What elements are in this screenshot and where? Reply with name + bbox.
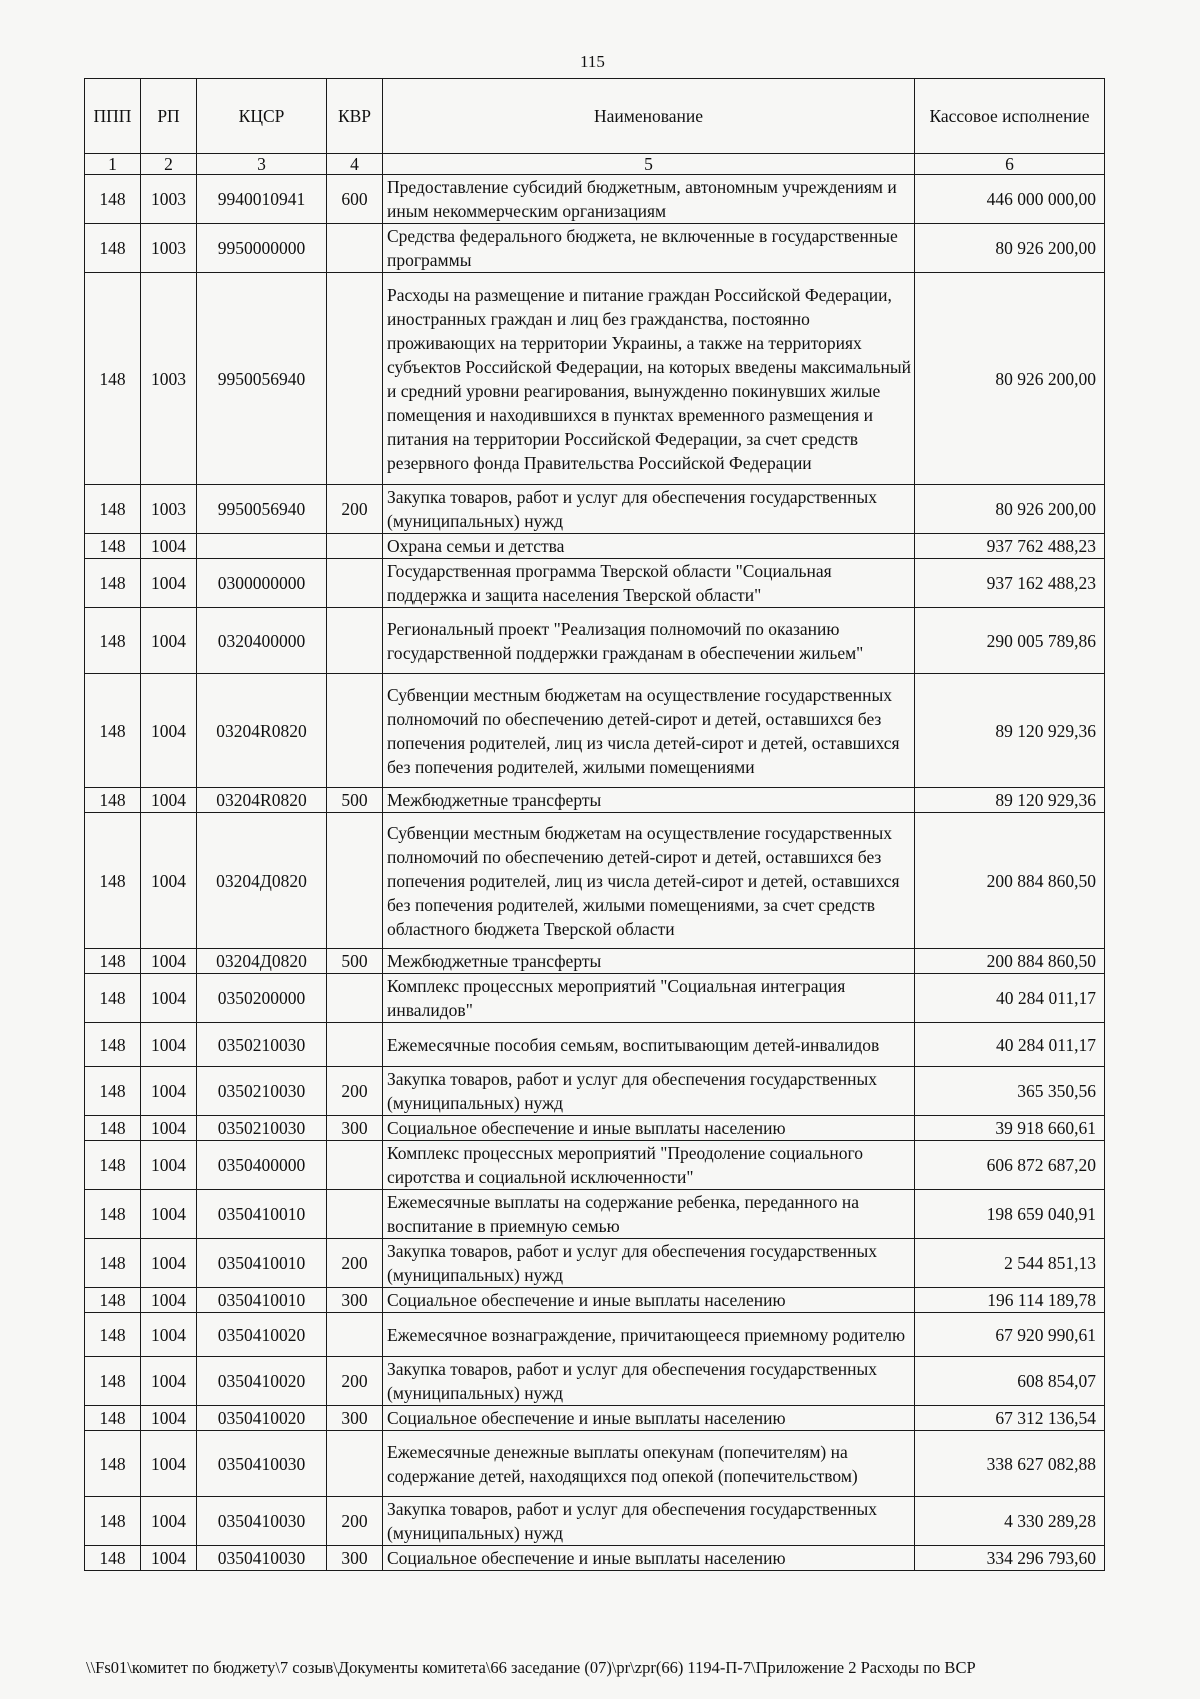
cell-kvr: 300	[327, 1116, 383, 1141]
cell-rp: 1004	[141, 813, 197, 949]
cell-ppp: 148	[85, 534, 141, 559]
cell-kcsr: 0350410010	[197, 1239, 327, 1288]
column-number: 1	[85, 154, 141, 175]
cell-amount: 446 000 000,00	[915, 175, 1105, 224]
cell-kvr: 500	[327, 788, 383, 813]
table-row	[85, 1288, 1105, 1313]
cell-kcsr: 9940010941	[197, 175, 327, 224]
cell-rp: 1004	[141, 1313, 197, 1357]
cell-ppp: 148	[85, 1546, 141, 1571]
cell-name: Закупка товаров, работ и услуг для обеспечения государственных (муниципальных) нужд	[383, 1357, 915, 1406]
cell-kcsr: 0350200000	[197, 974, 327, 1023]
cell-kcsr: 03204Д0820	[197, 813, 327, 949]
cell-kcsr: 9950056940	[197, 485, 327, 534]
cell-amount: 196 114 189,78	[915, 1288, 1105, 1313]
cell-name: Межбюджетные трансферты	[383, 949, 915, 974]
cell-rp: 1003	[141, 273, 197, 485]
cell-kvr	[327, 1141, 383, 1190]
cell-amount: 89 120 929,36	[915, 788, 1105, 813]
cell-amount: 198 659 040,91	[915, 1190, 1105, 1239]
cell-amount: 80 926 200,00	[915, 273, 1105, 485]
header-amount: Кассовое исполнение	[915, 79, 1105, 154]
footer-file-path: \\Fs01\комитет по бюджету\7 созыв\Документы комитета\66 заседание (07)\pr\zpr(66) 1194-П-7\Приложение 2 Расходы по ВСР	[86, 1658, 976, 1677]
cell-kcsr: 0320400000	[197, 608, 327, 674]
cell-rp: 1004	[141, 949, 197, 974]
cell-kvr	[327, 974, 383, 1023]
table-row	[85, 1546, 1105, 1571]
cell-kvr: 200	[327, 1497, 383, 1546]
cell-amount: 67 312 136,54	[915, 1406, 1105, 1431]
cell-rp: 1004	[141, 1406, 197, 1431]
cell-rp: 1003	[141, 175, 197, 224]
cell-ppp: 148	[85, 485, 141, 534]
column-number: 6	[915, 154, 1105, 175]
table-row	[85, 175, 1105, 224]
table-row	[85, 559, 1105, 608]
cell-rp: 1004	[141, 974, 197, 1023]
cell-kvr	[327, 1190, 383, 1239]
cell-kvr	[327, 1313, 383, 1357]
table-row	[85, 813, 1105, 949]
cell-kcsr: 0350210030	[197, 1067, 327, 1116]
cell-kvr: 300	[327, 1406, 383, 1431]
cell-name: Закупка товаров, работ и услуг для обеспечения государственных (муниципальных) нужд	[383, 1497, 915, 1546]
cell-rp: 1004	[141, 1546, 197, 1571]
cell-kcsr: 0350210030	[197, 1116, 327, 1141]
cell-amount: 338 627 082,88	[915, 1431, 1105, 1497]
cell-ppp: 148	[85, 974, 141, 1023]
cell-name: Охрана семьи и детства	[383, 534, 915, 559]
cell-rp: 1004	[141, 1431, 197, 1497]
cell-ppp: 148	[85, 674, 141, 788]
table-row	[85, 224, 1105, 273]
column-number: 3	[197, 154, 327, 175]
cell-amount: 200 884 860,50	[915, 949, 1105, 974]
cell-kcsr: 9950056940	[197, 273, 327, 485]
table-row	[85, 1116, 1105, 1141]
cell-kvr: 200	[327, 1357, 383, 1406]
cell-ppp: 148	[85, 1141, 141, 1190]
table-row	[85, 1357, 1105, 1406]
cell-kvr: 200	[327, 485, 383, 534]
cell-name: Ежемесячные денежные выплаты опекунам (попечителям) на содержание детей, находящихся под опекой (попечительством)	[383, 1431, 915, 1497]
cell-amount: 4 330 289,28	[915, 1497, 1105, 1546]
cell-name: Социальное обеспечение и иные выплаты населению	[383, 1406, 915, 1431]
cell-rp: 1004	[141, 1288, 197, 1313]
column-number: 5	[383, 154, 915, 175]
cell-kcsr: 0350410010	[197, 1190, 327, 1239]
cell-kvr	[327, 674, 383, 788]
cell-ppp: 148	[85, 1497, 141, 1546]
column-number: 2	[141, 154, 197, 175]
cell-kvr: 200	[327, 1239, 383, 1288]
cell-kvr: 200	[327, 1067, 383, 1116]
budget-table	[84, 78, 1105, 1571]
table-row	[85, 1406, 1105, 1431]
cell-kvr	[327, 273, 383, 485]
cell-rp: 1004	[141, 1239, 197, 1288]
cell-amount: 608 854,07	[915, 1357, 1105, 1406]
cell-ppp: 148	[85, 175, 141, 224]
cell-rp: 1004	[141, 1497, 197, 1546]
cell-rp: 1004	[141, 559, 197, 608]
cell-kvr: 300	[327, 1546, 383, 1571]
cell-amount: 200 884 860,50	[915, 813, 1105, 949]
cell-name: Государственная программа Тверской области "Социальная поддержка и защита населения Тверской области"	[383, 559, 915, 608]
header-rp: РП	[141, 79, 197, 154]
cell-name: Расходы на размещение и питание граждан Российской Федерации, иностранных граждан и лиц без гражданства, постоянно проживающих на территории Украины, а также на территориях субъектов Российской Федерации, на которых введены максимальный и средний уровни реагирования, вынужденно покинувших жилые помещения и находившихся в пунктах временного размещения и питания на территории Российской Федерации, за счет средств резервного фонда Правительства Российской Федерации	[383, 273, 915, 485]
cell-name: Социальное обеспечение и иные выплаты населению	[383, 1116, 915, 1141]
cell-rp: 1004	[141, 1141, 197, 1190]
cell-kcsr: 0350410010	[197, 1288, 327, 1313]
cell-name: Субвенции местным бюджетам на осуществление государственных полномочий по обеспечению детей-сирот и детей, оставшихся без попечения родителей, лиц из числа детей-сирот и детей, оставшихся без попечения родителей, жилыми помещениями, за счет средств областного бюджета Тверской области	[383, 813, 915, 949]
cell-kcsr: 0350210030	[197, 1023, 327, 1067]
cell-name: Субвенции местным бюджетам на осуществление государственных полномочий по обеспечению детей-сирот и детей, оставшихся без попечения родителей, лиц из числа детей-сирот и детей, оставшихся без попечения родителей, жилыми помещениями	[383, 674, 915, 788]
cell-ppp: 148	[85, 1116, 141, 1141]
header-kcsr: КЦСР	[197, 79, 327, 154]
cell-ppp: 148	[85, 1023, 141, 1067]
cell-ppp: 148	[85, 1431, 141, 1497]
table-row	[85, 1497, 1105, 1546]
cell-ppp: 148	[85, 559, 141, 608]
cell-kcsr: 0350410020	[197, 1313, 327, 1357]
cell-amount: 290 005 789,86	[915, 608, 1105, 674]
cell-kcsr: 0350410020	[197, 1357, 327, 1406]
cell-amount: 89 120 929,36	[915, 674, 1105, 788]
table-row	[85, 534, 1105, 559]
cell-rp: 1004	[141, 1357, 197, 1406]
cell-kvr	[327, 813, 383, 949]
cell-rp: 1004	[141, 534, 197, 559]
cell-kvr: 300	[327, 1288, 383, 1313]
cell-kvr: 600	[327, 175, 383, 224]
table-row	[85, 674, 1105, 788]
page-number: 115	[580, 52, 605, 71]
cell-kcsr: 03204R0820	[197, 788, 327, 813]
header-row	[85, 79, 1105, 154]
column-number-row	[85, 154, 1105, 175]
cell-kcsr: 03204R0820	[197, 674, 327, 788]
table-row	[85, 1431, 1105, 1497]
table-row	[85, 974, 1105, 1023]
cell-amount: 39 918 660,61	[915, 1116, 1105, 1141]
cell-rp: 1004	[141, 1067, 197, 1116]
cell-kcsr: 0350410020	[197, 1406, 327, 1431]
cell-kvr	[327, 224, 383, 273]
cell-rp: 1004	[141, 1190, 197, 1239]
cell-amount: 334 296 793,60	[915, 1546, 1105, 1571]
cell-rp: 1004	[141, 1023, 197, 1067]
cell-name: Закупка товаров, работ и услуг для обеспечения государственных (муниципальных) нужд	[383, 1239, 915, 1288]
cell-name: Ежемесячное вознаграждение, причитающееся приемному родителю	[383, 1313, 915, 1357]
cell-ppp: 148	[85, 1288, 141, 1313]
cell-ppp: 148	[85, 788, 141, 813]
cell-kcsr: 0300000000	[197, 559, 327, 608]
cell-ppp: 148	[85, 273, 141, 485]
table-row	[85, 273, 1105, 485]
cell-kcsr	[197, 534, 327, 559]
cell-rp: 1003	[141, 224, 197, 273]
budget-table-container	[84, 78, 1104, 1571]
cell-amount: 40 284 011,17	[915, 974, 1105, 1023]
cell-ppp: 148	[85, 1239, 141, 1288]
cell-amount: 67 920 990,61	[915, 1313, 1105, 1357]
cell-kcsr: 03204Д0820	[197, 949, 327, 974]
cell-amount: 365 350,56	[915, 1067, 1105, 1116]
cell-name: Ежемесячные выплаты на содержание ребенка, переданного на воспитание в приемную семью	[383, 1190, 915, 1239]
cell-kvr	[327, 1431, 383, 1497]
header-name: Наименование	[383, 79, 915, 154]
cell-kvr	[327, 1023, 383, 1067]
cell-amount: 937 162 488,23	[915, 559, 1105, 608]
cell-name: Предоставление субсидий бюджетным, автономным учреждениям и иным некоммерческим организациям	[383, 175, 915, 224]
cell-amount: 80 926 200,00	[915, 485, 1105, 534]
cell-ppp: 148	[85, 224, 141, 273]
cell-rp: 1004	[141, 674, 197, 788]
table-row	[85, 788, 1105, 813]
cell-ppp: 148	[85, 813, 141, 949]
table-row	[85, 1141, 1105, 1190]
cell-name: Межбюджетные трансферты	[383, 788, 915, 813]
cell-amount: 2 544 851,13	[915, 1239, 1105, 1288]
cell-kcsr: 0350410030	[197, 1546, 327, 1571]
cell-name: Комплекс процессных мероприятий "Преодоление социального сиротства и социальной исключенности"	[383, 1141, 915, 1190]
cell-ppp: 148	[85, 1357, 141, 1406]
header-ppp: ППП	[85, 79, 141, 154]
table-row	[85, 485, 1105, 534]
cell-rp: 1004	[141, 1116, 197, 1141]
table-body	[85, 175, 1105, 1571]
table-row	[85, 1239, 1105, 1288]
cell-ppp: 148	[85, 1313, 141, 1357]
cell-kcsr: 0350400000	[197, 1141, 327, 1190]
cell-rp: 1003	[141, 485, 197, 534]
cell-ppp: 148	[85, 949, 141, 974]
cell-kvr: 500	[327, 949, 383, 974]
column-number: 4	[327, 154, 383, 175]
cell-name: Ежемесячные пособия семьям, воспитывающим детей-инвалидов	[383, 1023, 915, 1067]
cell-amount: 606 872 687,20	[915, 1141, 1105, 1190]
table-row	[85, 1313, 1105, 1357]
cell-ppp: 148	[85, 1406, 141, 1431]
cell-rp: 1004	[141, 608, 197, 674]
table-row	[85, 1023, 1105, 1067]
header-kvr: КВР	[327, 79, 383, 154]
cell-kvr	[327, 608, 383, 674]
cell-ppp: 148	[85, 1190, 141, 1239]
cell-amount: 937 762 488,23	[915, 534, 1105, 559]
cell-amount: 80 926 200,00	[915, 224, 1105, 273]
cell-name: Закупка товаров, работ и услуг для обеспечения государственных (муниципальных) нужд	[383, 485, 915, 534]
cell-ppp: 148	[85, 1067, 141, 1116]
cell-ppp: 148	[85, 608, 141, 674]
table-row	[85, 949, 1105, 974]
cell-name: Закупка товаров, работ и услуг для обеспечения государственных (муниципальных) нужд	[383, 1067, 915, 1116]
cell-kcsr: 0350410030	[197, 1497, 327, 1546]
table-row	[85, 1067, 1105, 1116]
cell-name: Средства федерального бюджета, не включенные в государственные программы	[383, 224, 915, 273]
table-row	[85, 608, 1105, 674]
cell-rp: 1004	[141, 788, 197, 813]
cell-kvr	[327, 559, 383, 608]
cell-amount: 40 284 011,17	[915, 1023, 1105, 1067]
table-row	[85, 1190, 1105, 1239]
cell-kcsr: 9950000000	[197, 224, 327, 273]
cell-name: Комплекс процессных мероприятий "Социальная интеграция инвалидов"	[383, 974, 915, 1023]
cell-kcsr: 0350410030	[197, 1431, 327, 1497]
cell-kvr	[327, 534, 383, 559]
cell-name: Социальное обеспечение и иные выплаты населению	[383, 1288, 915, 1313]
cell-name: Социальное обеспечение и иные выплаты населению	[383, 1546, 915, 1571]
cell-name: Региональный проект "Реализация полномочий по оказанию государственной поддержки гражданам в обеспечении жильем"	[383, 608, 915, 674]
